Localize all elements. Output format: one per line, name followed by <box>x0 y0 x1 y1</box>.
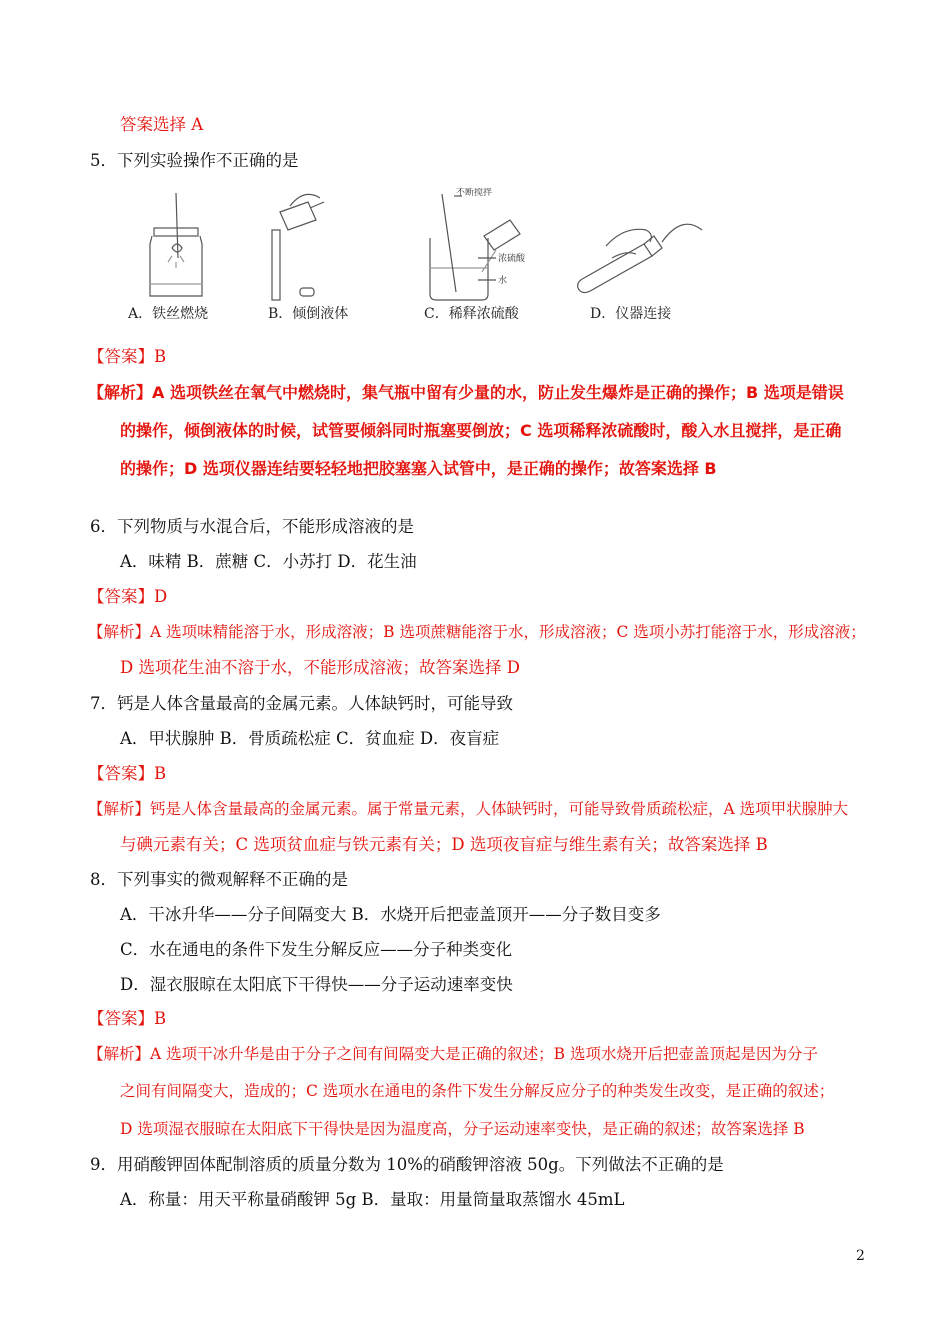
q8-option-line-3: D．湿衣服晾在太阳底下干得快——分子运动速率变快 <box>120 975 513 994</box>
q8-analysis-line-1: 【解析】A 选项干冰升华是由于分子之间有间隔变大是正确的叙述；B 选项水烧开后把壶盖顶起是因为分子 <box>88 1045 818 1063</box>
acid-label: 浓硫酸 <box>498 254 526 264</box>
q5-analysis-line-1: 【解析】A 选项铁丝在氧气中燃烧时，集气瓶中留有少量的水，防止发生爆炸是正确的操作；B 选项是错误 <box>88 383 844 402</box>
q5-analysis-line-3: 的操作；D 选项仪器连结要轻轻地把胶塞塞入试管中，是正确的操作；故答案选择 B <box>120 459 717 478</box>
q7-question: 7．钙是人体含量最高的金属元素。人体缺钙时，可能导致 <box>90 694 513 713</box>
q6-answer: 【答案】D <box>88 587 168 606</box>
q6-analysis-line-2: D 选项花生油不溶于水，不能形成溶液；故答案选择 D <box>120 658 520 677</box>
q6-options: A．味精 B．蔗糖 C．小苏打 D．花生油 <box>120 552 417 571</box>
stir-label: 不断搅拌 <box>456 188 493 198</box>
q5-figure <box>112 188 712 328</box>
q8-analysis-line-3: D 选项湿衣服晾在太阳底下干得快是因为温度高，分子运动速率变快，是正确的叙述；故答案选择 B <box>120 1120 805 1138</box>
water-label: 水 <box>498 276 508 286</box>
q7-answer: 【答案】B <box>88 764 167 783</box>
q6-analysis-line-1: 【解析】A 选项味精能溶于水，形成溶液；B 选项蔗糖能溶于水，形成溶液；C 选项小苏打能溶于水，形成溶液； <box>88 623 866 641</box>
q5-analysis-line-2: 的操作，倾倒液体的时候，试管要倾斜同时瓶塞要倒放；C 选项稀释浓硫酸时，酸入水且搅拌，是正确 <box>120 421 842 440</box>
q8-option-line-1: A．干冰升华——分子间隔变大 B．水烧开后把壶盖顶开——分子数目变多 <box>120 905 661 924</box>
q8-question: 8．下列事实的微观解释不正确的是 <box>90 870 348 889</box>
q7-analysis-line-1: 【解析】钙是人体含量最高的金属元素。属于常量元素，人体缺钙时，可能导致骨质疏松症，A 选项甲状腺肿大 <box>88 800 849 818</box>
q6-question: 6．下列物质与水混合后，不能形成溶液的是 <box>90 517 414 536</box>
caption-d: D．仪器连接 <box>590 306 672 322</box>
caption-b: B．倾倒液体 <box>268 306 349 322</box>
q7-options: A．甲状腺肿 B．骨质疏松症 C．贫血症 D．夜盲症 <box>120 729 500 748</box>
q5-question: 5．下列实验操作不正确的是 <box>90 151 299 170</box>
q7-analysis-line-2: 与碘元素有关；C 选项贫血症与铁元素有关；D 选项夜盲症与维生素有关；故答案选择 B <box>120 835 768 854</box>
q9-question: 9．用硝酸钾固体配制溶质的质量分数为 10%的硝酸钾溶液 50g。下列做法不正确的是 <box>90 1155 724 1174</box>
q9-options: A．称量：用天平称量硝酸钾 5g B．量取：用量筒量取蒸馏水 45mL <box>120 1190 625 1209</box>
q8-answer: 【答案】B <box>88 1009 167 1028</box>
connection-drawing <box>578 224 702 292</box>
caption-c: C．稀释浓硫酸 <box>424 306 519 322</box>
q4-answer-line: 答案选择 A <box>120 115 204 134</box>
page-number: 2 <box>856 1248 865 1264</box>
q5-answer: 【答案】B <box>88 347 167 366</box>
q8-option-line-2: C．水在通电的条件下发生分解反应——分子种类变化 <box>120 940 513 959</box>
q8-analysis-line-2: 之间有间隔变大，造成的；C 选项水在通电的条件下发生分解反应分子的种类发生改变，是正确的叙述； <box>120 1082 835 1100</box>
pouring-drawing <box>272 194 324 300</box>
caption-a: A．铁丝燃烧 <box>128 306 209 322</box>
gas-jar-drawing <box>150 193 202 296</box>
